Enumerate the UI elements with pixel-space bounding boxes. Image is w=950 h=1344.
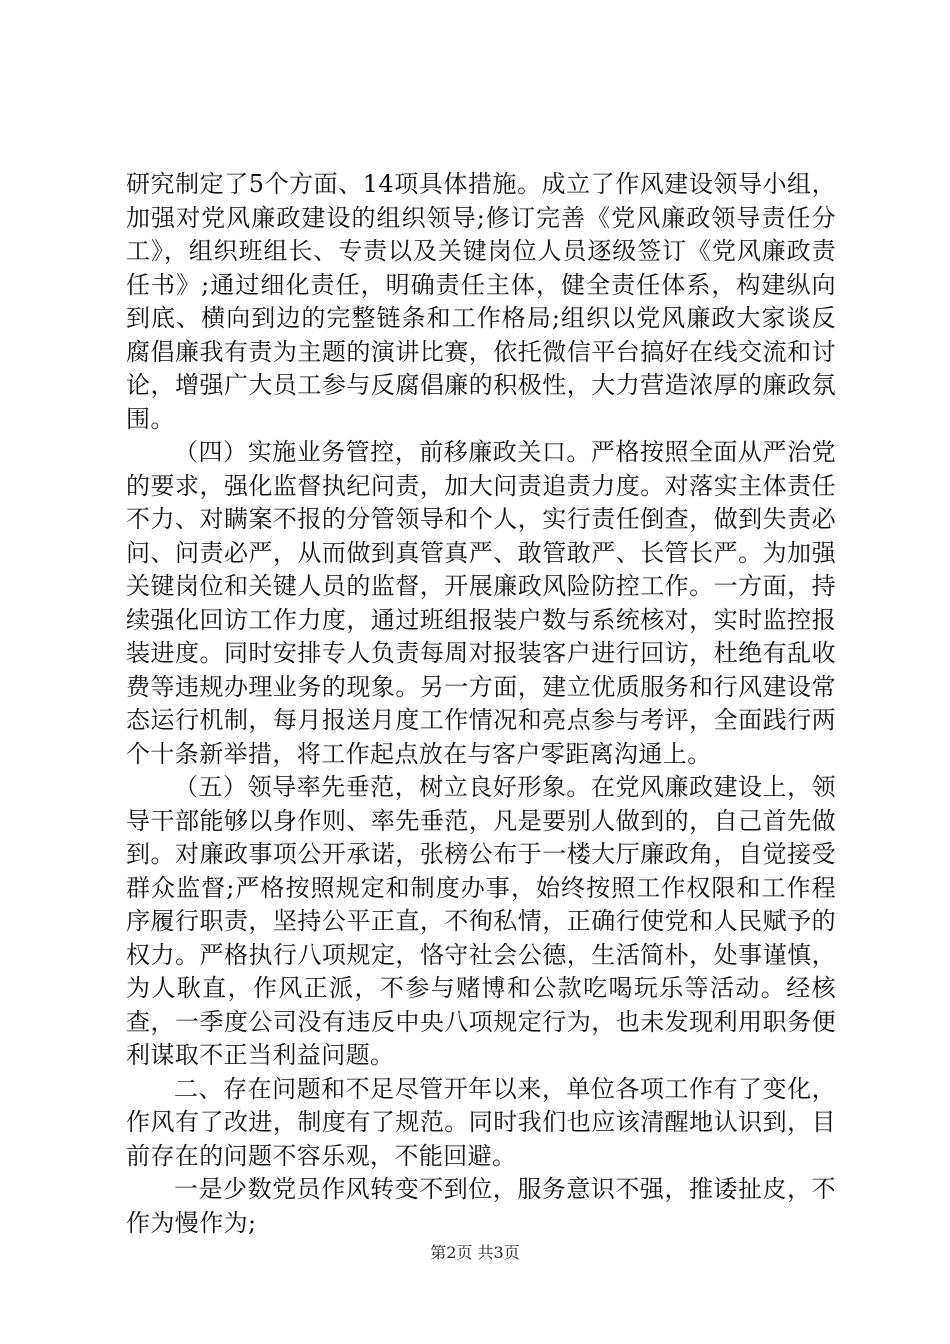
page-number-footer: 第2页 共3页 [430,1243,520,1262]
document-body [126,168,836,1240]
paragraph-continuation: 研究制定了5个方面、14项具体措施。成立了作风建设领导小组，加强对党风廉政建设的组织领导;修订完善《党风廉政领导责任分工》，组织班组长、专责以及关键岗位人员逐级签订《党风廉政责任书》;通过细化责任，明确责任主体，健全责任体系，构建纵向到底、横向到边的完整链条和工作格局;组织以党风廉政大家谈反腐倡廉我有责为主题的演讲比赛，依托微信平台搞好在线交流和讨论，增强广大员工参与反腐倡廉的积极性，大力营造浓厚的廉政氛围。 [126,170,836,433]
paragraph-section-four: （四）实施业务管控，前移廉政关口。严格按照全面从严治党的要求，强化监督执纪问责，加大问责追责力度。对落实主体责任不力、对瞒案不报的分管领导和个人，实行责任倒查，做到失责必问、问责必严，从而做到真管真严、敢管敢严、长管长严。为加强关键岗位和关键人员的监督，开展廉政风险防控工作。一方面，持续强化回访工作力度，通过班组报装户数与系统核对，实时监控报装进度。同时安排专人负责每周对报装客户进行回访，杜绝有乱收费等违规办理业务的现象。另一方面，建立优质服务和行风建设常态运行机制，每月报送月度工作情况和亮点参与考评，全面践行两个十条新举措，将工作起点放在与客户零距离沟通上。 [126,438,836,768]
paragraph-problem-one: 一是少数党员作风转变不到位，服务意识不强，推诿扯皮，不作为慢作为; [126,1175,836,1237]
paragraph-problems-heading: 二、存在问题和不足尽管开年以来，单位各项工作有了变化，作风有了改进，制度有了规范。同时我们也应该清醒地认识到，目前存在的问题不容乐观，不能回避。 [126,1074,836,1170]
paragraph-section-five: （五）领导率先垂范，树立良好形象。在党风廉政建设上，领导干部能够以身作则、率先垂范，凡是要别人做到的，自己首先做到。对廉政事项公开承诺，张榜公布于一楼大厅廉政角，自觉接受群众监督;严格按照规定和制度办事，始终按照工作权限和工作程序履行职责，坚持公平正直，不徇私情，正确行使党和人民赋予的权力。严格执行八项规定，恪守社会公德，生活简朴，处事谨慎，为人耿直，作风正派，不参与赌博和公款吃喝玩乐等活动。经核查，一季度公司没有违反中央八项规定行为，也未发现利用职务便利谋取不正当利益问题。 [126,773,836,1069]
